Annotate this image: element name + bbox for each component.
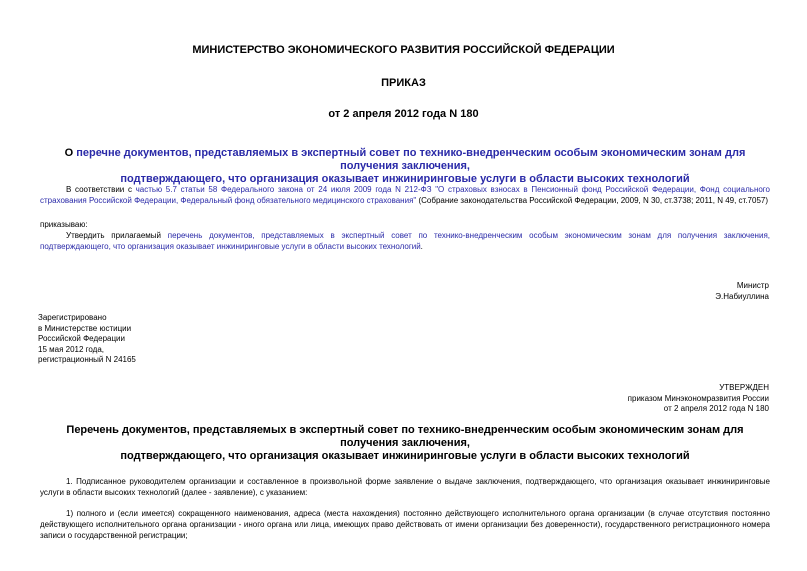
order-title-link[interactable]: перечне документов, представляемых в экспертный совет по технико-внедренческим особым экономическим зонам для получения заключения, bbox=[76, 147, 746, 172]
list-title-line-1: Перечень документов, представляемых в экспертный совет по технико-внедренческим особым экономическим зонам для получения заключения, bbox=[66, 424, 744, 449]
order-date-number: от 2 апреля 2012 года N 180 bbox=[328, 108, 479, 120]
order-heading: ПРИКАЗ bbox=[381, 77, 426, 89]
order-title-prefix: О bbox=[64, 147, 77, 159]
order-title bbox=[60, 147, 750, 186]
registration-line-3: Российской Федерации bbox=[38, 334, 125, 343]
approve-paragraph bbox=[40, 230, 770, 252]
preamble-paragraph bbox=[40, 184, 770, 206]
registration-line-2: в Министерстве юстиции bbox=[38, 323, 132, 333]
preamble-start: В соответствии с bbox=[66, 185, 136, 194]
registration-block bbox=[38, 313, 136, 366]
list-item-1-1: 1) полного и (если имеется) сокращенного наименования, адреса (места нахождения) постоянно действующего исполнительного органа организации (в случае отсутствия постоянно действующего исполнительного органа организации - иного органа или лица, имеющих право действовать от имени организации без доверенности), государственного регистрационного номера записи о государственной регистрации; bbox=[40, 509, 770, 540]
registration-line-4: 15 мая 2012 года, bbox=[38, 344, 104, 354]
law-link[interactable]: частью 5.7 статьи 58 Федерального закона от 24 июля 2009 года N 212-ФЗ "О страховых взносах в Пенсионный фонд Российской Федерации, Фонд социального страхования Российской Федерации, Федеральный фонд обязательного медицинского страхования" bbox=[40, 185, 770, 205]
order-word: приказываю: bbox=[40, 220, 88, 229]
order-title-link-line-2[interactable]: подтверждающего, что организация оказывает инжиниринговые услуги в области высоких технологий bbox=[120, 173, 690, 185]
order-title-line-1 bbox=[60, 147, 750, 173]
signature-name: Э.Набиуллина bbox=[715, 291, 769, 301]
approved-line-2: приказом Минэкономразвития России bbox=[627, 393, 769, 403]
list-link[interactable]: перечень документов, представляемых в экспертный совет по технико-внедренческим особым экономическим зонам для получения заключения, подтверждающего, что организация оказывает инжиниринговые услуги в области высоких технологий bbox=[40, 231, 770, 251]
approved-line-3: от 2 апреля 2012 года N 180 bbox=[663, 404, 769, 413]
registration-line-5: регистрационный N 24165 bbox=[38, 355, 136, 364]
list-title-line-2: подтверждающего, что организация оказывает инжиниринговые услуги в области высоких технологий bbox=[120, 450, 690, 462]
preamble-end: (Собрание законодательства Российской Федерации, 2009, N 30, ст.3738; 2011, N 49, ст.7057) bbox=[416, 196, 768, 205]
approved-block bbox=[628, 383, 769, 415]
ministry-heading: МИНИСТЕРСТВО ЭКОНОМИЧЕСКОГО РАЗВИТИЯ РОССИЙСКОЙ ФЕДЕРАЦИИ bbox=[192, 44, 615, 56]
registration-line-1: Зарегистрировано bbox=[38, 313, 107, 322]
approved-line-1: УТВЕРЖДЕН bbox=[719, 383, 769, 392]
list-title bbox=[60, 424, 750, 463]
signature-position: Министр bbox=[736, 281, 769, 290]
approve-end: . bbox=[420, 242, 423, 251]
signature-block bbox=[715, 281, 769, 302]
list-item-1: 1. Подписанное руководителем организации и составленное в произвольной форме заявление о выдаче заключения, подтверждающего, что организация оказывает инжиниринговые услуги в области высоких технологий (далее - заявление), с указанием: bbox=[40, 477, 770, 497]
approve-start: Утвердить прилагаемый bbox=[66, 231, 168, 240]
